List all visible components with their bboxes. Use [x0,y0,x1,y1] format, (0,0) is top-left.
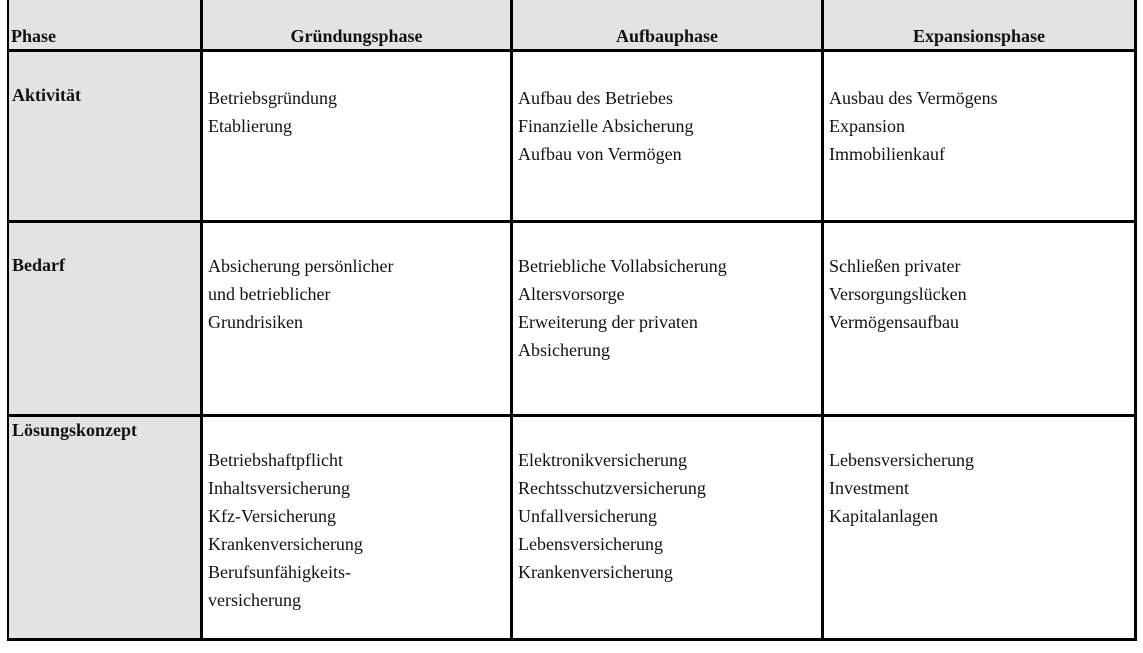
table-cell [513,417,824,638]
row-label-cell [7,417,203,638]
phase-table [7,0,1137,641]
cell-lines [518,84,693,168]
row-label-cell [7,52,203,220]
table-row-loesungskonzept [7,417,1137,641]
table-row-aktivitaet [7,52,1137,223]
row-label: Aktivität [12,85,81,105]
cell-line: Versorgungslücken [829,284,967,304]
cell-lines [829,84,998,168]
cell-line: versicherung [208,590,301,610]
cell-lines [518,252,727,364]
cell-line: Berufsunfähigkeits- [208,562,351,582]
cell-line: Immobilienkauf [829,144,945,164]
cell-lines [208,84,337,140]
table-cell [203,52,513,220]
header-cell-expansionsphase [824,0,1137,49]
cell-line: Altersvorsorge [518,284,625,304]
cell-line: Krankenversicherung [518,562,673,582]
cell-line: Absicherung [518,340,610,360]
table-header-row [7,0,1137,52]
cell-line: Schließen privater [829,256,961,276]
header-cell-aufbauphase [513,0,824,49]
table-cell [824,52,1137,220]
cell-line: Kfz-Versicherung [208,506,336,526]
row-label: Lösungskonzept [12,420,138,440]
table-row-bedarf [7,223,1137,417]
header-label: Aufbauphase [615,26,719,46]
header-label: Phase [11,26,56,46]
cell-line: Unfallversicherung [518,506,657,526]
cell-line: Aufbau des Betriebes [518,88,673,108]
cell-line: Kapitalanlagen [829,506,938,526]
cell-line: Erweiterung der privaten [518,312,698,332]
cell-line: Lebensversicherung [518,534,663,554]
cell-lines [829,446,974,530]
table-cell [203,417,513,638]
cell-lines [829,252,967,336]
cell-line: Betriebshaftpflicht [208,450,343,470]
cell-line: Betriebsgründung [208,88,337,108]
header-label: Gründungsphase [290,26,423,46]
row-label: Bedarf [12,255,65,275]
cell-line: Lebensversicherung [829,450,974,470]
row-label-cell [7,223,203,414]
cell-line: Betriebliche Vollabsicherung [518,256,727,276]
cell-line: Rechtsschutzversicherung [518,478,706,498]
table-cell [513,223,824,414]
cell-line: Grundrisiken [208,312,303,332]
cell-line: Investment [829,478,909,498]
cell-line: Elektronikversicherung [518,450,687,470]
cell-line: Finanzielle Absicherung [518,116,694,136]
cell-line: Etablierung [208,116,292,136]
cell-line: Krankenversicherung [208,534,363,554]
cell-lines [208,446,363,614]
table-cell [513,52,824,220]
cell-line: und betrieblicher [208,284,331,304]
cell-line: Aufbau von Vermögen [518,144,682,164]
cell-lines [518,446,706,586]
cell-line: Ausbau des Vermögens [829,88,998,108]
cell-line: Inhaltsversicherung [208,478,350,498]
table-cell [203,223,513,414]
cell-line: Vermögensaufbau [829,312,959,332]
header-cell-phase [7,0,203,49]
table-cell [824,223,1137,414]
header-cell-gruendungsphase [203,0,513,49]
cell-line: Expansion [829,116,905,136]
table-cell [824,417,1137,638]
cell-line: Absicherung persönlicher [208,256,394,276]
header-label: Expansionsphase [912,26,1046,46]
cell-lines [208,252,393,336]
